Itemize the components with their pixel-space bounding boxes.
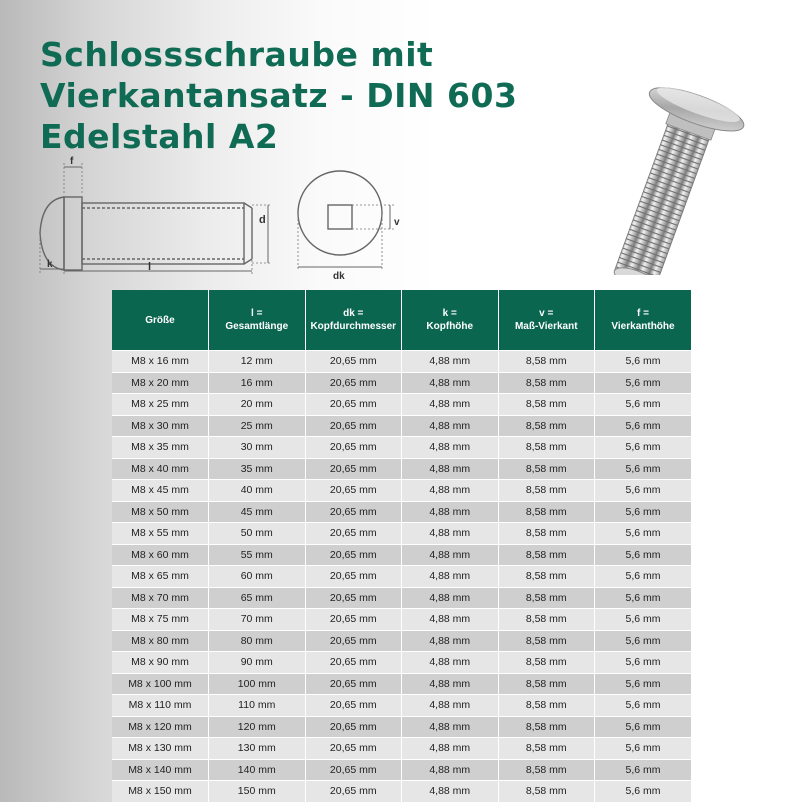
table-cell: M8 x 25 mm (112, 394, 209, 416)
table-cell: 5,6 mm (595, 437, 692, 459)
table-row (112, 652, 691, 674)
table-cell: 8,58 mm (498, 523, 595, 545)
table-cell: 8,58 mm (498, 716, 595, 738)
table-cell: 4,88 mm (402, 394, 499, 416)
table-cell: M8 x 80 mm (112, 630, 209, 652)
column-header-name: Größe (145, 314, 175, 326)
technical-drawing (22, 155, 422, 280)
table-cell: 5,6 mm (595, 781, 692, 802)
table-cell: 8,58 mm (498, 544, 595, 566)
label-l: l (148, 261, 152, 273)
table-cell: 20,65 mm (305, 351, 402, 373)
label-d: d (259, 214, 266, 226)
table-cell: M8 x 100 mm (112, 673, 209, 695)
table-cell: 20,65 mm (305, 501, 402, 523)
column-header-symbol: f = (637, 308, 649, 319)
table-cell: 8,58 mm (498, 695, 595, 717)
table-cell: 20,65 mm (305, 480, 402, 502)
label-k: k (47, 259, 53, 270)
column-header-name: Vierkanthöhe (611, 321, 675, 332)
table-cell: 12 mm (209, 351, 306, 373)
table-cell: 120 mm (209, 716, 306, 738)
label-v: v (394, 217, 400, 228)
table-row (112, 566, 691, 588)
table-cell: M8 x 30 mm (112, 415, 209, 437)
table-row (112, 394, 691, 416)
table-cell: 8,58 mm (498, 458, 595, 480)
table-cell: 4,88 mm (402, 544, 499, 566)
table-cell: M8 x 75 mm (112, 609, 209, 631)
table-cell: M8 x 120 mm (112, 716, 209, 738)
table-cell: 4,88 mm (402, 587, 499, 609)
square-neck-front (328, 205, 352, 229)
table-cell: 8,58 mm (498, 437, 595, 459)
table-cell: 8,58 mm (498, 652, 595, 674)
bolt-shank (82, 203, 244, 264)
table-row (112, 480, 691, 502)
table-cell: 5,6 mm (595, 695, 692, 717)
table-row (112, 673, 691, 695)
table-row (112, 501, 691, 523)
table-cell: 4,88 mm (402, 566, 499, 588)
table-cell: 20,65 mm (305, 415, 402, 437)
table-cell: M8 x 60 mm (112, 544, 209, 566)
table-cell: 110 mm (209, 695, 306, 717)
column-header-name: Kopfhöhe (426, 321, 474, 332)
spec-table (112, 290, 691, 802)
table-row (112, 781, 691, 802)
table-cell: 35 mm (209, 458, 306, 480)
table-cell: 60 mm (209, 566, 306, 588)
label-dk: dk (333, 271, 345, 280)
table-cell: 70 mm (209, 609, 306, 631)
table-row (112, 587, 691, 609)
title-line-1: Schlossschraube mit (40, 35, 434, 74)
table-cell: 4,88 mm (402, 523, 499, 545)
table-cell: 20,65 mm (305, 587, 402, 609)
table-row (112, 738, 691, 760)
table-cell: 20,65 mm (305, 759, 402, 781)
table-cell: 90 mm (209, 652, 306, 674)
table-cell: 4,88 mm (402, 501, 499, 523)
table-cell: 8,58 mm (498, 738, 595, 760)
column-header (112, 290, 209, 351)
table-cell: M8 x 35 mm (112, 437, 209, 459)
table-cell: 4,88 mm (402, 673, 499, 695)
table-cell: 4,88 mm (402, 609, 499, 631)
table-cell: 5,6 mm (595, 630, 692, 652)
column-header-name: Kopfdurchmesser (310, 321, 397, 332)
table-cell: 20 mm (209, 394, 306, 416)
table-cell: 8,58 mm (498, 566, 595, 588)
label-f: f (70, 156, 74, 167)
table-cell: 140 mm (209, 759, 306, 781)
table-cell: M8 x 50 mm (112, 501, 209, 523)
column-header (209, 290, 306, 351)
table-cell: 8,58 mm (498, 415, 595, 437)
table-row (112, 372, 691, 394)
column-header-symbol: dk = (343, 308, 364, 319)
column-header (305, 290, 402, 351)
table-cell: M8 x 140 mm (112, 759, 209, 781)
table-cell: 5,6 mm (595, 480, 692, 502)
column-header-symbol: v = (539, 308, 554, 319)
table-cell: 20,65 mm (305, 716, 402, 738)
table-cell: 20,65 mm (305, 566, 402, 588)
table-cell: 5,6 mm (595, 673, 692, 695)
table-cell: 8,58 mm (498, 673, 595, 695)
table-cell: 4,88 mm (402, 372, 499, 394)
column-header-name: Gesamtlänge (225, 321, 289, 332)
table-cell: 65 mm (209, 587, 306, 609)
table-cell: 20,65 mm (305, 673, 402, 695)
table-row (112, 759, 691, 781)
table-cell: 5,6 mm (595, 372, 692, 394)
table-header-row (112, 290, 691, 351)
table-cell: 5,6 mm (595, 351, 692, 373)
table-cell: 4,88 mm (402, 652, 499, 674)
table-cell: 8,58 mm (498, 351, 595, 373)
table-row (112, 609, 691, 631)
table-cell: M8 x 70 mm (112, 587, 209, 609)
table-cell: 20,65 mm (305, 695, 402, 717)
column-header-symbol: k = (442, 308, 457, 319)
table-cell: 8,58 mm (498, 501, 595, 523)
table-cell: M8 x 55 mm (112, 523, 209, 545)
table-cell: 8,58 mm (498, 372, 595, 394)
table-cell: 5,6 mm (595, 544, 692, 566)
table-cell: M8 x 150 mm (112, 781, 209, 802)
table-cell: 4,88 mm (402, 759, 499, 781)
column-header (595, 290, 692, 351)
column-header-name: Maß-Vierkant (514, 321, 578, 332)
column-header-symbol: l = (251, 308, 263, 319)
table-row (112, 544, 691, 566)
table-cell: 55 mm (209, 544, 306, 566)
title-line-3: Edelstahl A2 (40, 117, 279, 156)
table-cell: 8,58 mm (498, 609, 595, 631)
table-cell: 4,88 mm (402, 351, 499, 373)
table-cell: 45 mm (209, 501, 306, 523)
table-cell: 4,88 mm (402, 415, 499, 437)
table-cell: 20,65 mm (305, 523, 402, 545)
photo-shank (614, 121, 710, 275)
table-row (112, 437, 691, 459)
table-cell: 8,58 mm (498, 759, 595, 781)
table-cell: 20,65 mm (305, 781, 402, 802)
table-cell: 20,65 mm (305, 372, 402, 394)
table-cell: 20,65 mm (305, 630, 402, 652)
table-cell: 20,65 mm (305, 458, 402, 480)
table-cell: 8,58 mm (498, 630, 595, 652)
table-cell: 4,88 mm (402, 781, 499, 802)
table-cell: M8 x 65 mm (112, 566, 209, 588)
table-cell: 20,65 mm (305, 437, 402, 459)
table-cell: 5,6 mm (595, 566, 692, 588)
table-cell: 20,65 mm (305, 738, 402, 760)
table-cell: 4,88 mm (402, 695, 499, 717)
table-cell: 4,88 mm (402, 480, 499, 502)
table-cell: 5,6 mm (595, 738, 692, 760)
table-cell: 5,6 mm (595, 652, 692, 674)
table-cell: M8 x 20 mm (112, 372, 209, 394)
table-cell: M8 x 40 mm (112, 458, 209, 480)
table-cell: 5,6 mm (595, 415, 692, 437)
table-cell: 4,88 mm (402, 437, 499, 459)
column-header (498, 290, 595, 351)
table-cell: 8,58 mm (498, 394, 595, 416)
table-cell: 20,65 mm (305, 609, 402, 631)
table-cell: M8 x 16 mm (112, 351, 209, 373)
bolt-product-photo (530, 60, 780, 275)
table-cell: 5,6 mm (595, 501, 692, 523)
table-cell: 5,6 mm (595, 609, 692, 631)
bolt-head-front (298, 171, 382, 255)
table-cell: 5,6 mm (595, 394, 692, 416)
table-cell: 5,6 mm (595, 716, 692, 738)
table-cell: 25 mm (209, 415, 306, 437)
table-cell: 5,6 mm (595, 587, 692, 609)
table-cell: 150 mm (209, 781, 306, 802)
table-cell: 80 mm (209, 630, 306, 652)
table-cell: 5,6 mm (595, 458, 692, 480)
table-cell: 20,65 mm (305, 544, 402, 566)
table-cell: 8,58 mm (498, 781, 595, 802)
table-row (112, 415, 691, 437)
table-cell: 4,88 mm (402, 738, 499, 760)
table-row (112, 351, 691, 373)
page-title (40, 34, 517, 157)
table-row (112, 458, 691, 480)
table-cell: 40 mm (209, 480, 306, 502)
title-line-2: Vierkantansatz - DIN 603 (40, 76, 518, 115)
table-cell: 100 mm (209, 673, 306, 695)
table-cell: 8,58 mm (498, 587, 595, 609)
table-cell: 4,88 mm (402, 458, 499, 480)
table-cell: M8 x 90 mm (112, 652, 209, 674)
table-row (112, 630, 691, 652)
table-cell: 4,88 mm (402, 630, 499, 652)
table-cell: 50 mm (209, 523, 306, 545)
table-cell: 5,6 mm (595, 523, 692, 545)
table-cell: M8 x 110 mm (112, 695, 209, 717)
column-header (402, 290, 499, 351)
table-cell: 5,6 mm (595, 759, 692, 781)
table-cell: 20,65 mm (305, 652, 402, 674)
table-row (112, 695, 691, 717)
table-cell: 4,88 mm (402, 716, 499, 738)
table-row (112, 716, 691, 738)
table-cell: 8,58 mm (498, 480, 595, 502)
bolt-square-neck (64, 197, 82, 270)
table-cell: 20,65 mm (305, 394, 402, 416)
table-row (112, 523, 691, 545)
table-cell: M8 x 45 mm (112, 480, 209, 502)
table-cell: 16 mm (209, 372, 306, 394)
table-cell: M8 x 130 mm (112, 738, 209, 760)
table-cell: 130 mm (209, 738, 306, 760)
table-cell: 30 mm (209, 437, 306, 459)
